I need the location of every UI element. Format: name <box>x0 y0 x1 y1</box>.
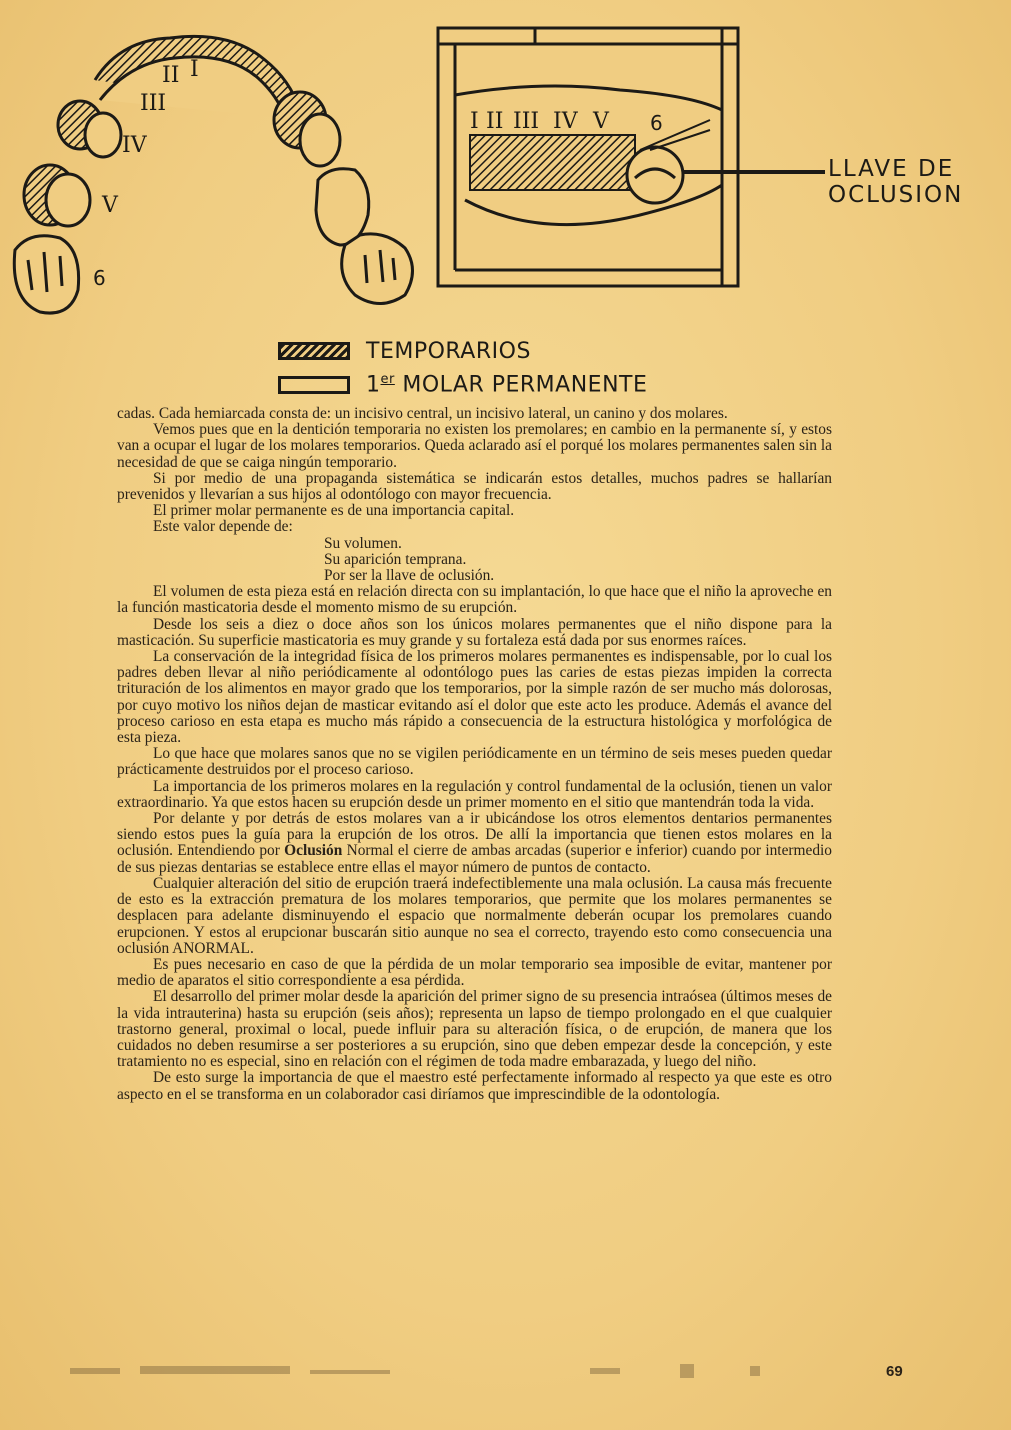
paragraph: Lo que hace que molares sanos que no se vigilen periódicamente en un término de seis meses pueden quedar prácticamente destruidos por el proceso carioso. <box>117 745 832 779</box>
footer-bleed-through <box>60 1360 840 1384</box>
paragraph: Es pues necesario en caso de que la pérdida de un molar temporario sea imposible de evitar, mantener por medio de aparatos el sitio correspondiente a esa pérdida. <box>117 955 832 990</box>
occlusion-label-iii: III <box>513 109 540 134</box>
paragraph: De esto surge la importancia de que el maestro esté perfectamente informado al respecto ya que este es otro aspecto en el se transforma en un colaborador casi diríamos que imprescindible de la odontología. <box>117 1069 832 1103</box>
paragraph <box>117 811 832 876</box>
arch-label-iii: III <box>140 91 167 116</box>
bold-term: Oclusión <box>284 842 343 860</box>
legend-label-permanent <box>366 372 647 397</box>
legend-label-temporary: TEMPORARIOS <box>366 338 531 364</box>
paragraph: Cualquier alteración del sitio de erupción traerá indefectiblemente una mala oclusión. La causa más frecuente de esto es la extracción prematura de los molares temporarios, que permite que los molares permanentes se desplacen para adelante disminuyendo el espacio que normalmente deberán ocupar los premolares cuando erupcionen. Y estos al erupcionar buscarán sitio aunque no sea el correcto, trayendo esto como consecuencia una oclusión ANORMAL. <box>117 874 832 957</box>
occlusion-label-iv: IV <box>553 109 578 134</box>
blank-swatch-icon <box>278 376 350 394</box>
legend-item-temporary <box>278 336 531 366</box>
occlusion-drawing <box>438 28 825 286</box>
article-body <box>117 406 832 1103</box>
arch-label-6: 6 <box>93 266 106 290</box>
list-item: Su aparición temprana. <box>324 550 467 568</box>
list-item: Su volumen. <box>324 534 402 552</box>
arch-label-i: I <box>190 57 199 82</box>
page-number: 69 <box>886 1363 903 1380</box>
occlusion-label-i: I <box>470 109 479 134</box>
callout-line-1: LLAVE DE <box>828 156 955 182</box>
paragraph-text: Normal el cierre de ambas arcadas (superior e inferior) cuando por intermedio de sus piezas dentarias se establece entre ellas el mayor número de puntos de contacto. <box>117 842 832 876</box>
legend-ordinal-suffix: er <box>380 372 395 388</box>
list-item: Por ser la llave de oclusión. <box>324 567 495 585</box>
paragraph: La importancia de los primeros molares en la regulación y control fundamental de la oclusión, tienen un valor extraordinario. Ya que estos hacen su erupción desde un primer momento en el sitio que mantendrán toda la vida. <box>117 777 832 811</box>
callout-line-2: OCLUSION <box>828 182 964 208</box>
occlusion-key-callout <box>828 156 963 208</box>
figure-legend <box>278 336 718 398</box>
paragraph-text: Por delante y por detrás de estos molares van a ir ubicándose los otros elementos dentarios permanentes siendo estos pues la guía para la erupción de los otros. De allí la importancia que tienen estos molares en la oclusión. Entendiendo por <box>117 810 832 860</box>
paragraph: cadas. Cada hemiarcada consta de: un incisivo central, un incisivo lateral, un canino y dos molares. <box>117 405 728 422</box>
paragraph: Este valor depende de: <box>153 518 293 536</box>
upper-arch-drawing <box>14 36 412 313</box>
occlusion-label-ii: II <box>486 109 504 134</box>
arch-label-v: V <box>102 193 118 218</box>
legend-item-permanent <box>278 370 647 400</box>
paragraph: Vemos pues que en la dentición temporaria no existen los premolares; en cambio en la permanente sí, y estos van a ocupar el lugar de los molares temporarios. Queda aclarado así el porqué los molares permanentes salen sin la necesidad de que se caiga ningún temporario. <box>117 421 832 471</box>
paragraph: El desarrollo del primer molar desde la aparición del primer signo de su presencia intraósea (últimos meses de la vida intrauterina) hasta su erupción (seis años); representa un lapso de tiempo prolongado en el que cualquier trastorno general, proximal o local, puede influir para su alteración física, o de erupción, de manera que los cuidados no deben resumirse a ser posteriores a su erupción, sino que deben empezar desde la concepción, y este tratamiento no es especial, sino en relación con el régimen de toda madre embarazada, y luego del niño. <box>117 988 832 1071</box>
legend-permanent-text: MOLAR PERMANENTE <box>394 372 648 398</box>
occlusion-label-6: 6 <box>650 111 663 135</box>
hatched-swatch-icon <box>278 342 350 360</box>
occlusion-label-v: V <box>593 109 609 134</box>
arch-label-iv: IV <box>122 133 147 158</box>
paragraph: El primer molar permanente es de una importancia capital. <box>153 502 515 520</box>
paragraph: Si por medio de una propaganda sistemática se indicarán estos detalles, muchos padres se hallarían prevenidos y llevarían a sus hijos al odontólogo con mayor frecuencia. <box>117 469 832 504</box>
paragraph: Desde los seis a diez o doce años son los únicos molares permanentes que el niño dispone para la masticación. Su superficie masticatoria es muy grande y su fortaleza está dada por sus enormes raíces. <box>117 615 832 649</box>
paragraph: El volumen de esta pieza está en relación directa con su implantación, lo que hace que el niño la aproveche en la función masticatoria desde el momento mismo de su erupción. <box>117 583 832 617</box>
arch-label-ii: II <box>162 63 180 88</box>
legend-ordinal: 1 <box>366 372 381 398</box>
paragraph: La conservación de la integridad física de los primeros molares permanentes es indispensable, por lo cual los padres deben llevar al niño periódicamente al odontólogo pues las caries de estas piezas impiden la correcta trituración de los alimentos en mayor grado que los temporarios, por la simple razón de ser mucho más dolorosas, por cuyo motivo los niños dejan de masticar evitando así el dolor que este acto les produce. Además el avance del proceso carioso en esta etapa es mucho más rápido a consecuencia de la estructura histológica y morfológica de esta pieza. <box>117 648 832 747</box>
